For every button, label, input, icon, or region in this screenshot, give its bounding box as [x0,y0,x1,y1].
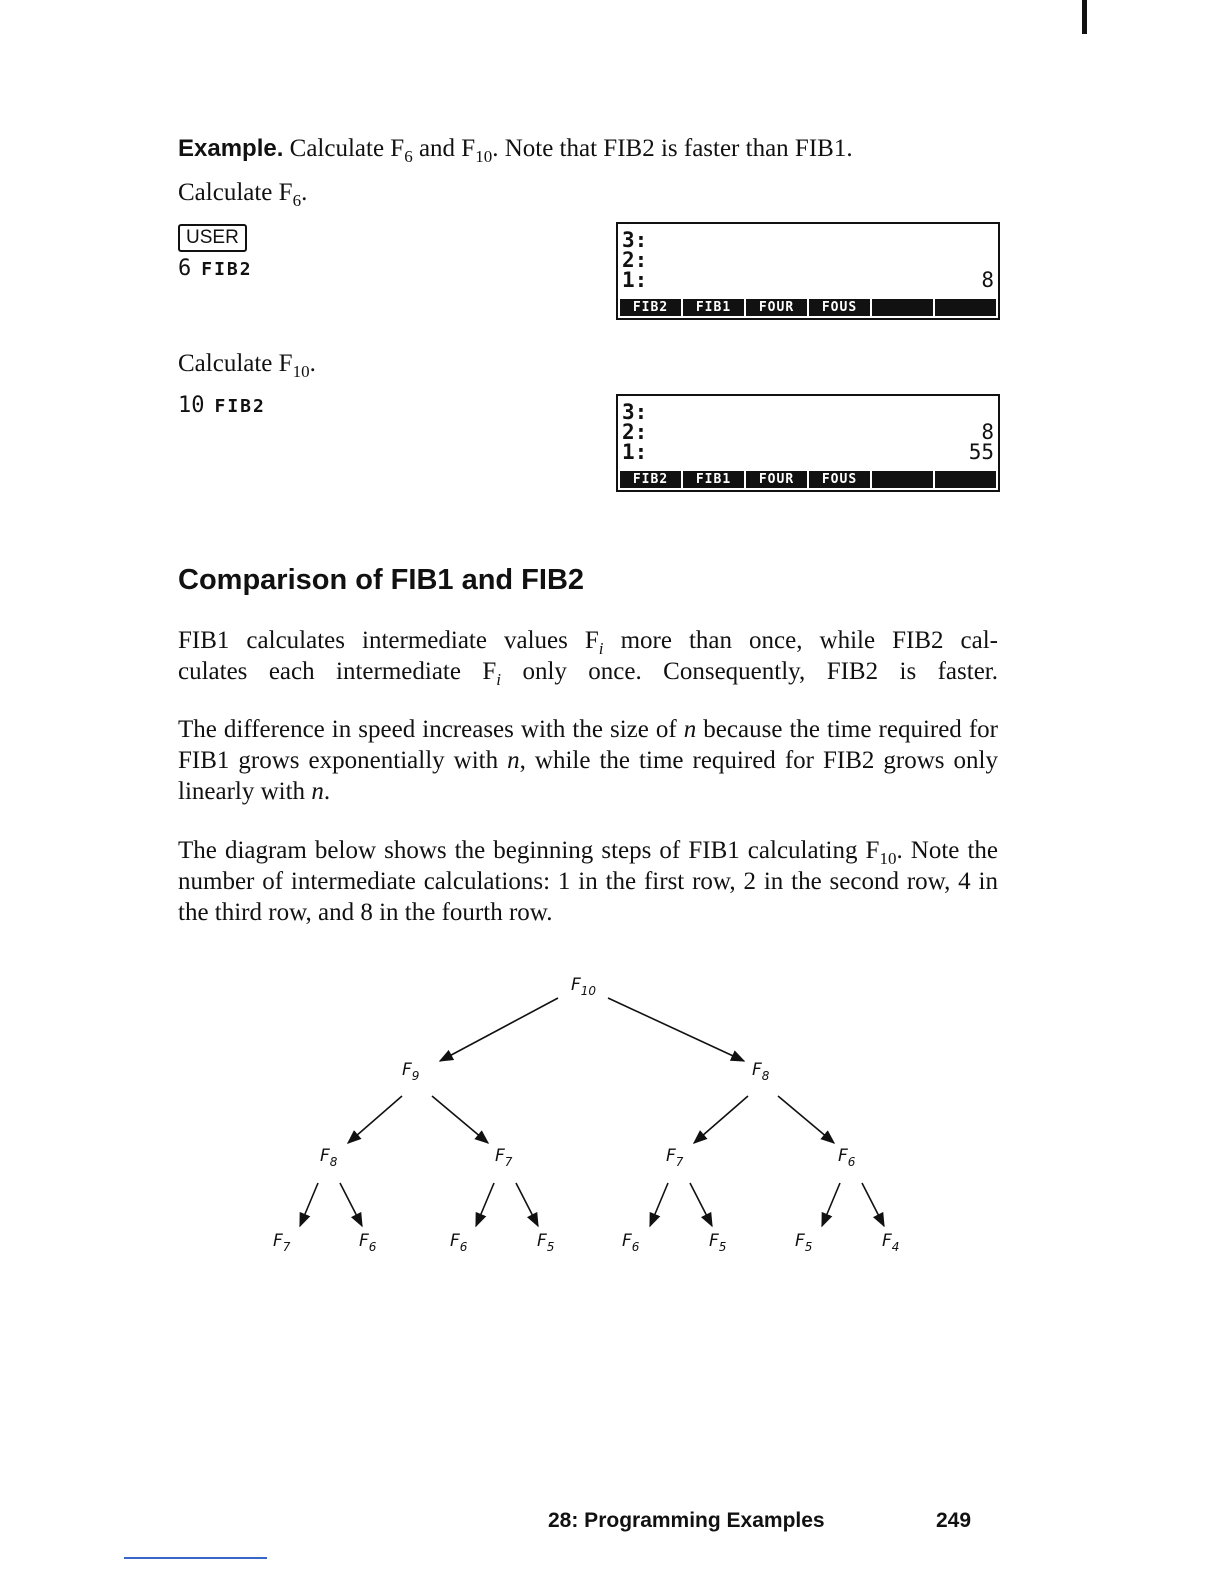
tree-node-r4-2: $F_6$ [359,1231,377,1254]
tree-node-r3-3: $F_7$ [666,1146,684,1169]
tree-node-r4-4: $F_5$ [537,1231,555,1254]
fib2-key-2[interactable]: FIB2 [214,396,266,417]
page-number: 249 [936,1509,972,1532]
softkey-fib2[interactable]: FIB2 [620,299,683,316]
softkey-fib1[interactable]: FIB1 [683,299,746,316]
tree-node-r3-1: $F_8$ [320,1146,338,1169]
tree-arrow [516,1183,538,1226]
softkey-fous[interactable]: FOUS [809,471,872,488]
stack-level-2-label: 2: [622,420,648,444]
tree-node-r4-1: $F_7$ [273,1231,291,1254]
tree-node-r2-1: $F_9$ [402,1060,420,1083]
chapter-footer: 28: Programming Examples [548,1509,825,1532]
paragraph-3: The diagram below shows the beginning steps of FIB1 calculating $F_{10}$. Note the number of intermediate calculations: 1 in the first row, 2 in the second row, 4 in the third row, and 8 in the fourth row. [178,837,999,926]
paragraph-1: FIB1 calculates intermediate values $F_i$ more than once, while FIB2 cal- culates each intermediate $F_i$ only once. Consequently, FIB2 is faster. [178,627,998,689]
tree-arrow [650,1183,668,1226]
user-key[interactable]: USER [178,224,247,252]
step2-title: Calculate $F_{10}$. [178,350,316,381]
stack-level-3-label: 3: [622,228,648,252]
softkey-fib1[interactable]: FIB1 [683,471,746,488]
tree-arrow [862,1183,884,1226]
tree-node-r4-7: $F_5$ [795,1231,813,1254]
bottom-rule [124,1557,267,1559]
step1-input: 6 FIB2 [178,256,253,281]
tree-node-r4-3: $F_6$ [450,1231,468,1254]
tree-arrow [694,1096,748,1143]
tree-arrow [440,998,558,1061]
example-line: Example. Calculate $F_6$ and $F_{10}$. Note that FIB2 is faster than FIB1. [178,135,853,166]
example-label: Example. [178,135,284,162]
tree-arrow [348,1096,402,1143]
tree-node-r3-2: $F_7$ [495,1146,513,1169]
tree-node-r4-8: $F_4$ [882,1231,900,1254]
tree-arrow [822,1183,840,1226]
tree-node-r3-4: $F_6$ [838,1146,856,1169]
fib2-key[interactable]: FIB2 [201,259,253,280]
tree-arrow [778,1096,834,1143]
stack-level-1-value: 8 [981,268,994,292]
softkey-four[interactable]: FOUR [746,471,809,488]
tree-arrow [432,1096,488,1143]
tree-node-r2-2: $F_8$ [752,1060,770,1083]
tree-node-root: $F_{10}$ [571,975,597,998]
stack-level-3-label: 3: [622,400,648,424]
tree-arrow [690,1183,712,1226]
step1-title: Calculate $F_6$. [178,179,308,210]
paragraph-2: The difference in speed increases with the size of n because the time required for FIB1 grows exponentially with n, while the time required for FIB2 grows only linearly with n. [178,716,999,805]
stack-level-1-label: 1: [622,440,648,464]
tree-arrow [476,1183,494,1226]
stack-level-1-label: 1: [622,268,648,292]
softkey-four[interactable]: FOUR [746,299,809,316]
tree-arrow [608,998,744,1061]
tree-arrow [300,1183,318,1226]
step2-input: 10 FIB2 [178,393,266,418]
section-heading: Comparison of FIB1 and FIB2 [178,564,585,596]
tree-arrow [340,1183,362,1226]
stack-level-2-label: 2: [622,248,648,272]
stack-level-1-value: 55 [968,440,994,464]
softkey-fib2[interactable]: FIB2 [620,471,683,488]
softkey-fous[interactable]: FOUS [809,299,872,316]
tree-node-r4-5: $F_6$ [622,1231,640,1254]
stack-level-2-value: 8 [981,420,994,444]
tree-node-r4-6: $F_5$ [709,1231,727,1254]
